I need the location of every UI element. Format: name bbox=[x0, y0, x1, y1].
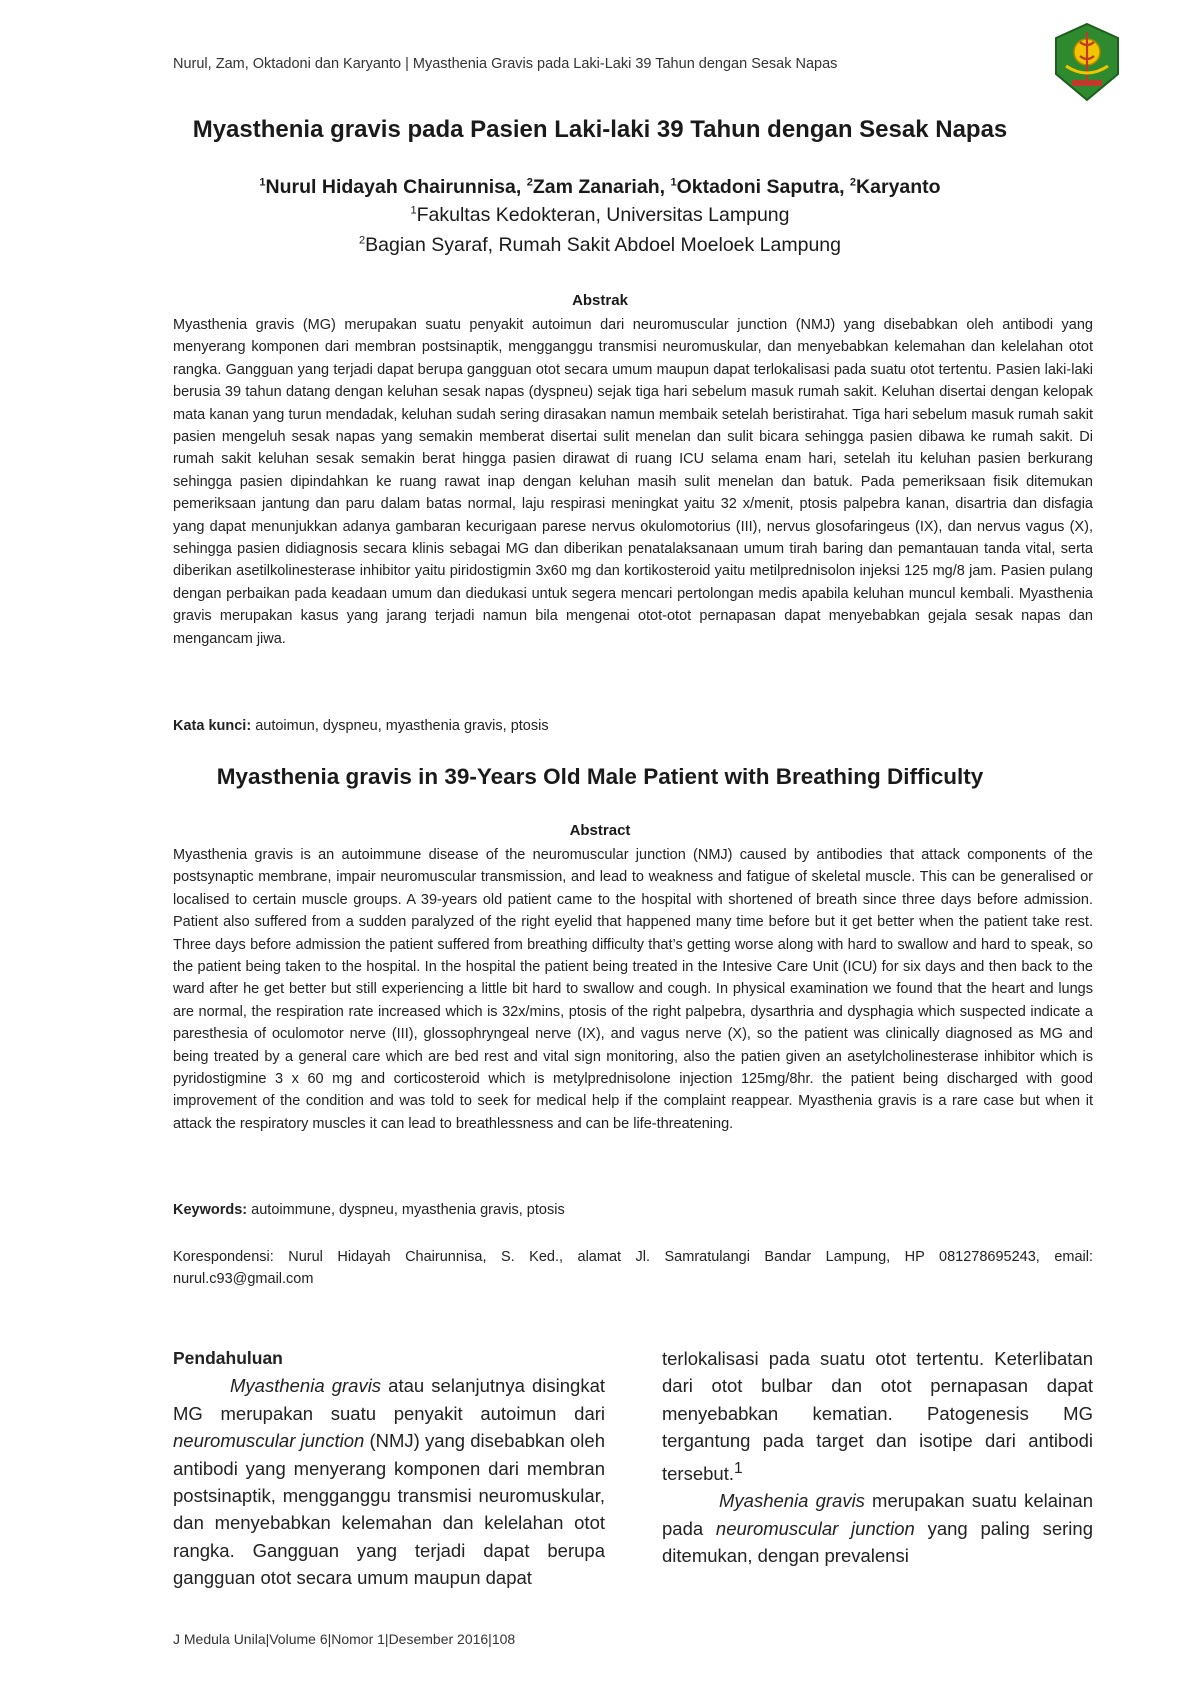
abstrak-heading: Abstrak bbox=[572, 292, 628, 309]
intro-text: merupakan suatu kelainan pada bbox=[662, 1490, 1093, 1539]
keywords-text: autoimmune, dyspneu, myasthenia gravis, ptosis bbox=[247, 1202, 565, 1218]
italic-term: Myashenia gravis bbox=[719, 1490, 865, 1512]
affiliation-superscript: 1 bbox=[410, 204, 417, 217]
author-list bbox=[0, 176, 1200, 199]
author-name: Karyanto bbox=[856, 176, 941, 198]
keywords-label: Keywords: bbox=[173, 1202, 248, 1218]
intro-paragraph-2 bbox=[662, 1487, 1093, 1569]
affiliation-text: Fakultas Kedokteran, Universitas Lampung bbox=[416, 204, 790, 226]
keywords-text: autoimun, dyspneu, myasthenia gravis, ptosis bbox=[251, 718, 549, 734]
intro-text: (NMJ) yang disebabkan oleh antibodi yang menyerang komponen dari membran postsinaptik, mengganggu transmisi neuromuskular, dan menyebabkan kelemahan dan kelelahan otot rangka. Gangguan yang terjadi dapat berupa gangguan otot secara umum maupun dapat bbox=[173, 1430, 605, 1589]
italic-term: neuromuscular junction bbox=[715, 1517, 915, 1539]
citation-superscript: 1 bbox=[734, 1459, 743, 1477]
university-crest-icon bbox=[1052, 22, 1122, 102]
italic-term: Myasthenia gravis bbox=[230, 1375, 382, 1397]
abstract-heading: Abstract bbox=[569, 822, 631, 839]
author-superscript: 1 bbox=[259, 176, 266, 189]
intro-heading: Pendahuluan bbox=[173, 1348, 283, 1368]
author-name: Oktadoni Saputra, bbox=[676, 176, 850, 198]
author-name: Zam Zanariah, bbox=[532, 176, 671, 198]
abstrak-body: Myasthenia gravis (MG) merupakan suatu penyakit autoimun dari neuromuscular junction (NMJ) yang disebabkan oleh antibodi yang menyerang komponen dari membran postsinaptik, mengganggu transmisi neuromuskular, dan menyebabkan kelemahan dan kelelahan otot rangka. Gangguan yang terjadi dapat berupa gangguan otot secara umum maupun dapat terlokalisasi pada suatu otot tertentu. Pasien laki-laki berusia 39 tahun datang dengan keluhan sesak napas (dyspneu) sejak tiga hari sebelum masuk rumah sakit. Keluhan disertai dengan kelopak mata kanan yang turun mendadak, keluhan sudah sering dirasakan namun membaik setelah beristirahat. Tiga hari sebelum masuk rumah sakit pasien mengeluh sesak napas yang semakin memberat disertai sulit menelan dan sulit bicara sehingga pasien dibawa ke rumah sakit. Di rumah sakit keluhan sesak semakin berat hingga pasien dirawat di ruang ICU selama enam hari, setelah itu keluhan pasien berkurang sehingga pasien dipindahkan ke ruang rawat inap dengan keluhan masih sulit menelan dan batuk. Pada pemeriksaan fisik ditemukan pemeriksaan jantung dan paru dalam batas normal, laju respirasi meningkat yaitu 32 x/menit, ptosis palpebra kanan, disartria dan disfagia yang dapat menunjukkan adanya gambaran kecurigaan parese nervus okulomotorius (III), nervus glosofaringeus (IX), dan nervus vagus (X), sehingga pasien didiagnosis secara klinis sebagai MG dan diberikan penatalaksanaan umum tirah baring dan pemantauan tanda vital, serta diberikan asetilkolinesterase inhibitor yaitu piridostigmin 3x60 mg dan kortikosteroid yaitu metilprednisolon injeksi 125 mg/8 jam. Pasien pulang dengan perbaikan pada keadaan umum dan diedukasi untuk segera mencari pertolongan medis apabila keluhan muncul kembali. Myasthenia gravis merupakan kasus yang jarang terjadi namun bila mengenai otot-otot pernapasan dapat menyebabkan gejala sesak napas dan mengancam jiwa. bbox=[173, 317, 1093, 647]
intro-text: yang paling sering ditemukan, dengan prevalensi bbox=[662, 1517, 1093, 1566]
affiliation-text: Bagian Syaraf, Rumah Sakit Abdoel Moeloek Lampung bbox=[365, 234, 841, 256]
italic-term: neuromuscular junction bbox=[173, 1430, 365, 1452]
affiliation-2 bbox=[0, 234, 1200, 257]
affiliation-superscript: 2 bbox=[359, 234, 366, 247]
author-name: Nurul Hidayah Chairunnisa, bbox=[265, 176, 527, 198]
kata-kunci bbox=[173, 718, 1093, 734]
article-title-english: Myasthenia gravis in 39-Years Old Male Patient with Breathing Difficulty bbox=[216, 764, 984, 789]
page-footer: J Medula Unila|Volume 6|Nomor 1|Desember 2016|108 bbox=[173, 1631, 516, 1647]
author-superscript: 1 bbox=[670, 176, 677, 189]
intro-text: atau selanjutnya disingkat MG merupakan suatu penyakit autoimun dari bbox=[173, 1375, 605, 1424]
intro-left-column bbox=[173, 1345, 605, 1592]
affiliation-1 bbox=[0, 204, 1200, 227]
intro-right-column bbox=[662, 1345, 1093, 1569]
intro-text: terlokalisasi pada suatu otot tertentu. Keterlibatan dari otot bulbar dan otot pernapasan dapat menyebabkan kematian. Patogenesis MG tergantung pada target dan isotipe dari antibodi tersebut. bbox=[662, 1348, 1093, 1484]
keywords-label: Kata kunci: bbox=[173, 718, 252, 734]
abstract-body: Myasthenia gravis is an autoimmune disease of the neuromuscular junction (NMJ) caused by antibodies that attack components of the postsynaptic membrane, impair neuromuscular transmission, and lead to weakness and fatigue of skeletal muscle. This can be generalised or localised to certain muscle groups. A 39-years old patient came to the hospital with shortened of breath since three days before admission. Patient also suffered from a sudden paralyzed of the right eyelid that happened many time before but it get better when the patient take rest. Three days before admission the patient suffered from breathing difficulty that’s getting worse along with hard to swallow and hard to speak, so the patient being taken to the hospital. In the hospital the patient being treated in the Intesive Care Unit (ICU) for six days and then back to the ward after he get better but still experiencing a little bit hard to swallow and cough. In physical examination we found that the heart and lungs are normal, the respiration rate increased which is 32x/mins, ptosis of the right palpebra, dysarthria and dysphagia which suspected indicate a paresthesia of oculomotor nerve (III), glossophryngeal nerve (IX), and vagus nerve (X), so the patient was clinically diagnosed as MG and being treated by a general care which are bed rest and vital sign monitoring, also the patien given an asetylcholinesterase inhibitor which is pyridostigmine 3 x 60 mg and corticosteroid which is metylprednisolone injection 125mg/8hr. the patient being discharged with good improvement of the condition and was told to seek for medical help if the complaint reappear. Myasthenia gravis is a rare case but when it attack the respiratory muscles it can lead to breathlessness and can be life-threatening. bbox=[173, 847, 1093, 1132]
keywords bbox=[173, 1202, 1093, 1218]
intro-paragraph-1 bbox=[173, 1372, 605, 1591]
author-superscript: 2 bbox=[849, 176, 857, 189]
intro-paragraph-1-continued bbox=[662, 1345, 1093, 1487]
article-title-indonesian: Myasthenia gravis pada Pasien Laki-laki 39 Tahun dengan Sesak Napas bbox=[192, 116, 1008, 143]
running-header: Nurul, Zam, Oktadoni dan Karyanto | Myasthenia Gravis pada Laki-Laki 39 Tahun dengan Sesak Napas bbox=[173, 56, 838, 72]
correspondence: Korespondensi: Nurul Hidayah Chairunnisa, S. Ked., alamat Jl. Samratulangi Bandar Lampung, HP 081278695243, email: nurul.c93@gmail.com bbox=[173, 1249, 1093, 1287]
author-superscript: 2 bbox=[526, 176, 533, 189]
